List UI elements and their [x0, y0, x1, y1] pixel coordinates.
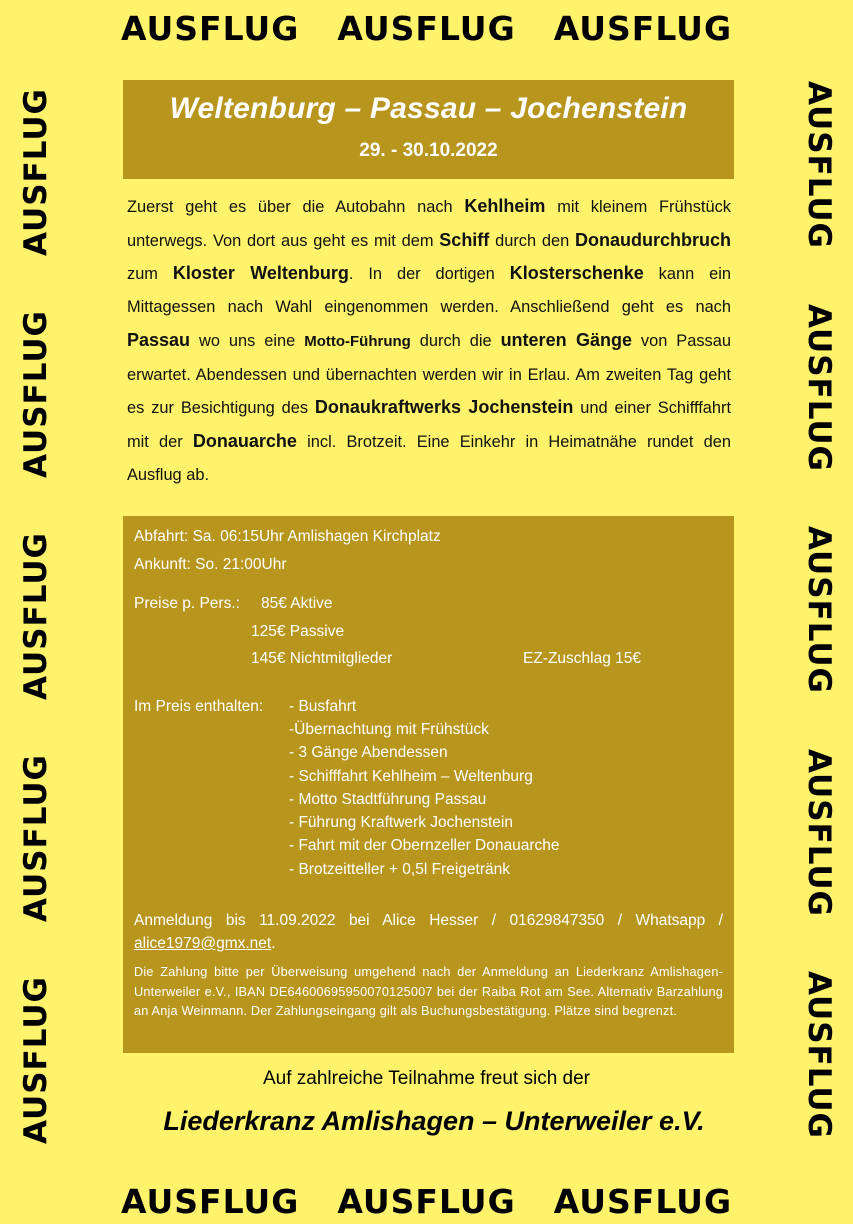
payment-info: Die Zahlung bitte per Überweisung umgehend nach der Anmeldung an Liederkranz Amlishagen-Unterweiler e.V., IBAN DE64600695950070125007 bei der Raiba Rot am See. Alternativ Barzahlung an Anja Weinmann. Der Zahlungseingang gilt als Buchungsbestätigung. Plätze sind begrenzt.	[134, 965, 723, 1019]
included-label: Im Preis enthalten:	[134, 698, 264, 715]
single-room-surcharge: EZ-Zuschlag 15€	[523, 650, 642, 667]
frame-word: AUSFLUG	[801, 526, 838, 694]
frame-word: AUSFLUG	[120, 1182, 300, 1221]
intro-text: zum	[127, 265, 173, 284]
frame-word: AUSFLUG	[337, 9, 516, 48]
intro-highlight: Kehlheim	[464, 196, 546, 216]
intro-text: kann ein Mittagessen nach Wahl eingenommen werden. Anschließend geht es nach	[127, 265, 731, 317]
intro-highlight: Motto-Führung	[304, 332, 411, 350]
frame-word: AUSFLUG	[18, 754, 55, 922]
intro-text: wo uns eine	[190, 331, 305, 350]
included-item: - Brotzeitteller + 0,5l Freigetränk	[289, 861, 510, 878]
intro-text: durch die	[410, 331, 501, 350]
frame-left	[6, 0, 66, 1224]
frame-right	[789, 0, 849, 1224]
closing-text: Auf zahlreiche Teilnahme freut sich der	[262, 1068, 591, 1089]
frame-word: AUSFLUG	[18, 976, 55, 1144]
frame-word: AUSFLUG	[801, 749, 838, 917]
frame-word: AUSFLUG	[553, 9, 733, 48]
included-item: - 3 Gänge Abendessen	[289, 744, 448, 761]
intro-highlight: unteren Gänge	[500, 329, 632, 350]
frame-word: AUSFLUG	[18, 532, 55, 700]
intro-highlight: Donaukraftwerks Jochenstein	[314, 397, 574, 418]
registration-email-link[interactable]: alice1979@gmx.net	[134, 935, 272, 952]
intro-text: incl. Brotzeit. Eine Einkehr in Heimatnähe rundet den Ausflug ab.	[127, 432, 731, 484]
frame-word: AUSFLUG	[801, 971, 838, 1139]
frame-bottom	[0, 1182, 853, 1221]
intro-text: mit kleinem Frühstück unterwegs. Von dort aus geht es mit dem	[127, 198, 731, 250]
trip-title: Weltenburg – Passau – Jochenstein	[169, 92, 688, 125]
price-active: 85€ Aktive	[261, 595, 333, 612]
departure-info: Abfahrt: Sa. 06:15Uhr Amlishagen Kirchplatz	[134, 528, 441, 545]
intro-highlight: Schiff	[439, 229, 490, 250]
registration-text: Anmeldung bis 11.09.2022 bei Alice Hesser / 01629847350 / Whatsapp /	[134, 912, 723, 929]
frame-word: AUSFLUG	[18, 310, 55, 478]
frame-word: AUSFLUG	[553, 1182, 733, 1221]
frame-word: AUSFLUG	[801, 304, 838, 472]
arrival-info: Ankunft: So. 21:00Uhr	[134, 556, 287, 573]
prices-label: Preise p. Pers.:	[134, 595, 240, 612]
registration-info	[134, 909, 723, 955]
intro-text: Zuerst geht es über die Autobahn nach	[127, 198, 465, 216]
frame-top	[0, 9, 853, 48]
intro-text: von Passau erwartet. Abendessen und übernachten werden wir in Erlau. Am zweiten Tag geht es zur Besichtigung des	[127, 331, 731, 418]
included-item: -Übernachtung mit Frühstück	[289, 721, 489, 738]
included-item: - Busfahrt	[289, 698, 357, 715]
info-box	[123, 516, 734, 1053]
frame-word: AUSFLUG	[337, 1182, 516, 1221]
intro-highlight: Passau	[127, 329, 191, 350]
included-item: - Führung Kraftwerk Jochenstein	[289, 814, 513, 831]
intro-text: durch den	[489, 231, 575, 250]
included-item: - Schifffahrt Kehlheim – Weltenburg	[289, 768, 533, 785]
registration-email-suffix: .	[271, 935, 276, 952]
frame-word: AUSFLUG	[120, 9, 300, 48]
intro-highlight: Donauarche	[192, 430, 297, 451]
intro-text: . In der dortigen	[348, 265, 510, 284]
intro-text: und einer Schifffahrt mit der	[127, 399, 732, 451]
included-item: - Motto Stadtführung Passau	[289, 791, 487, 808]
price-passive: 125€ Passive	[251, 623, 345, 640]
intro-paragraph	[127, 190, 731, 491]
intro-highlight: Donaudurchbruch	[575, 229, 731, 250]
included-item: - Fahrt mit der Obernzeller Donauarche	[289, 837, 560, 854]
price-nonmember: 145€ Nichtmitglieder	[251, 650, 393, 667]
frame-word: AUSFLUG	[801, 81, 838, 249]
trip-date: 29. - 30.10.2022	[359, 140, 498, 161]
club-name: Liederkranz Amlishagen – Unterweiler e.V.	[163, 1106, 705, 1136]
frame-word: AUSFLUG	[18, 88, 55, 256]
header-box	[123, 80, 734, 179]
intro-highlight: Klosterschenke	[509, 263, 644, 284]
intro-highlight: Kloster Weltenburg	[172, 263, 349, 284]
